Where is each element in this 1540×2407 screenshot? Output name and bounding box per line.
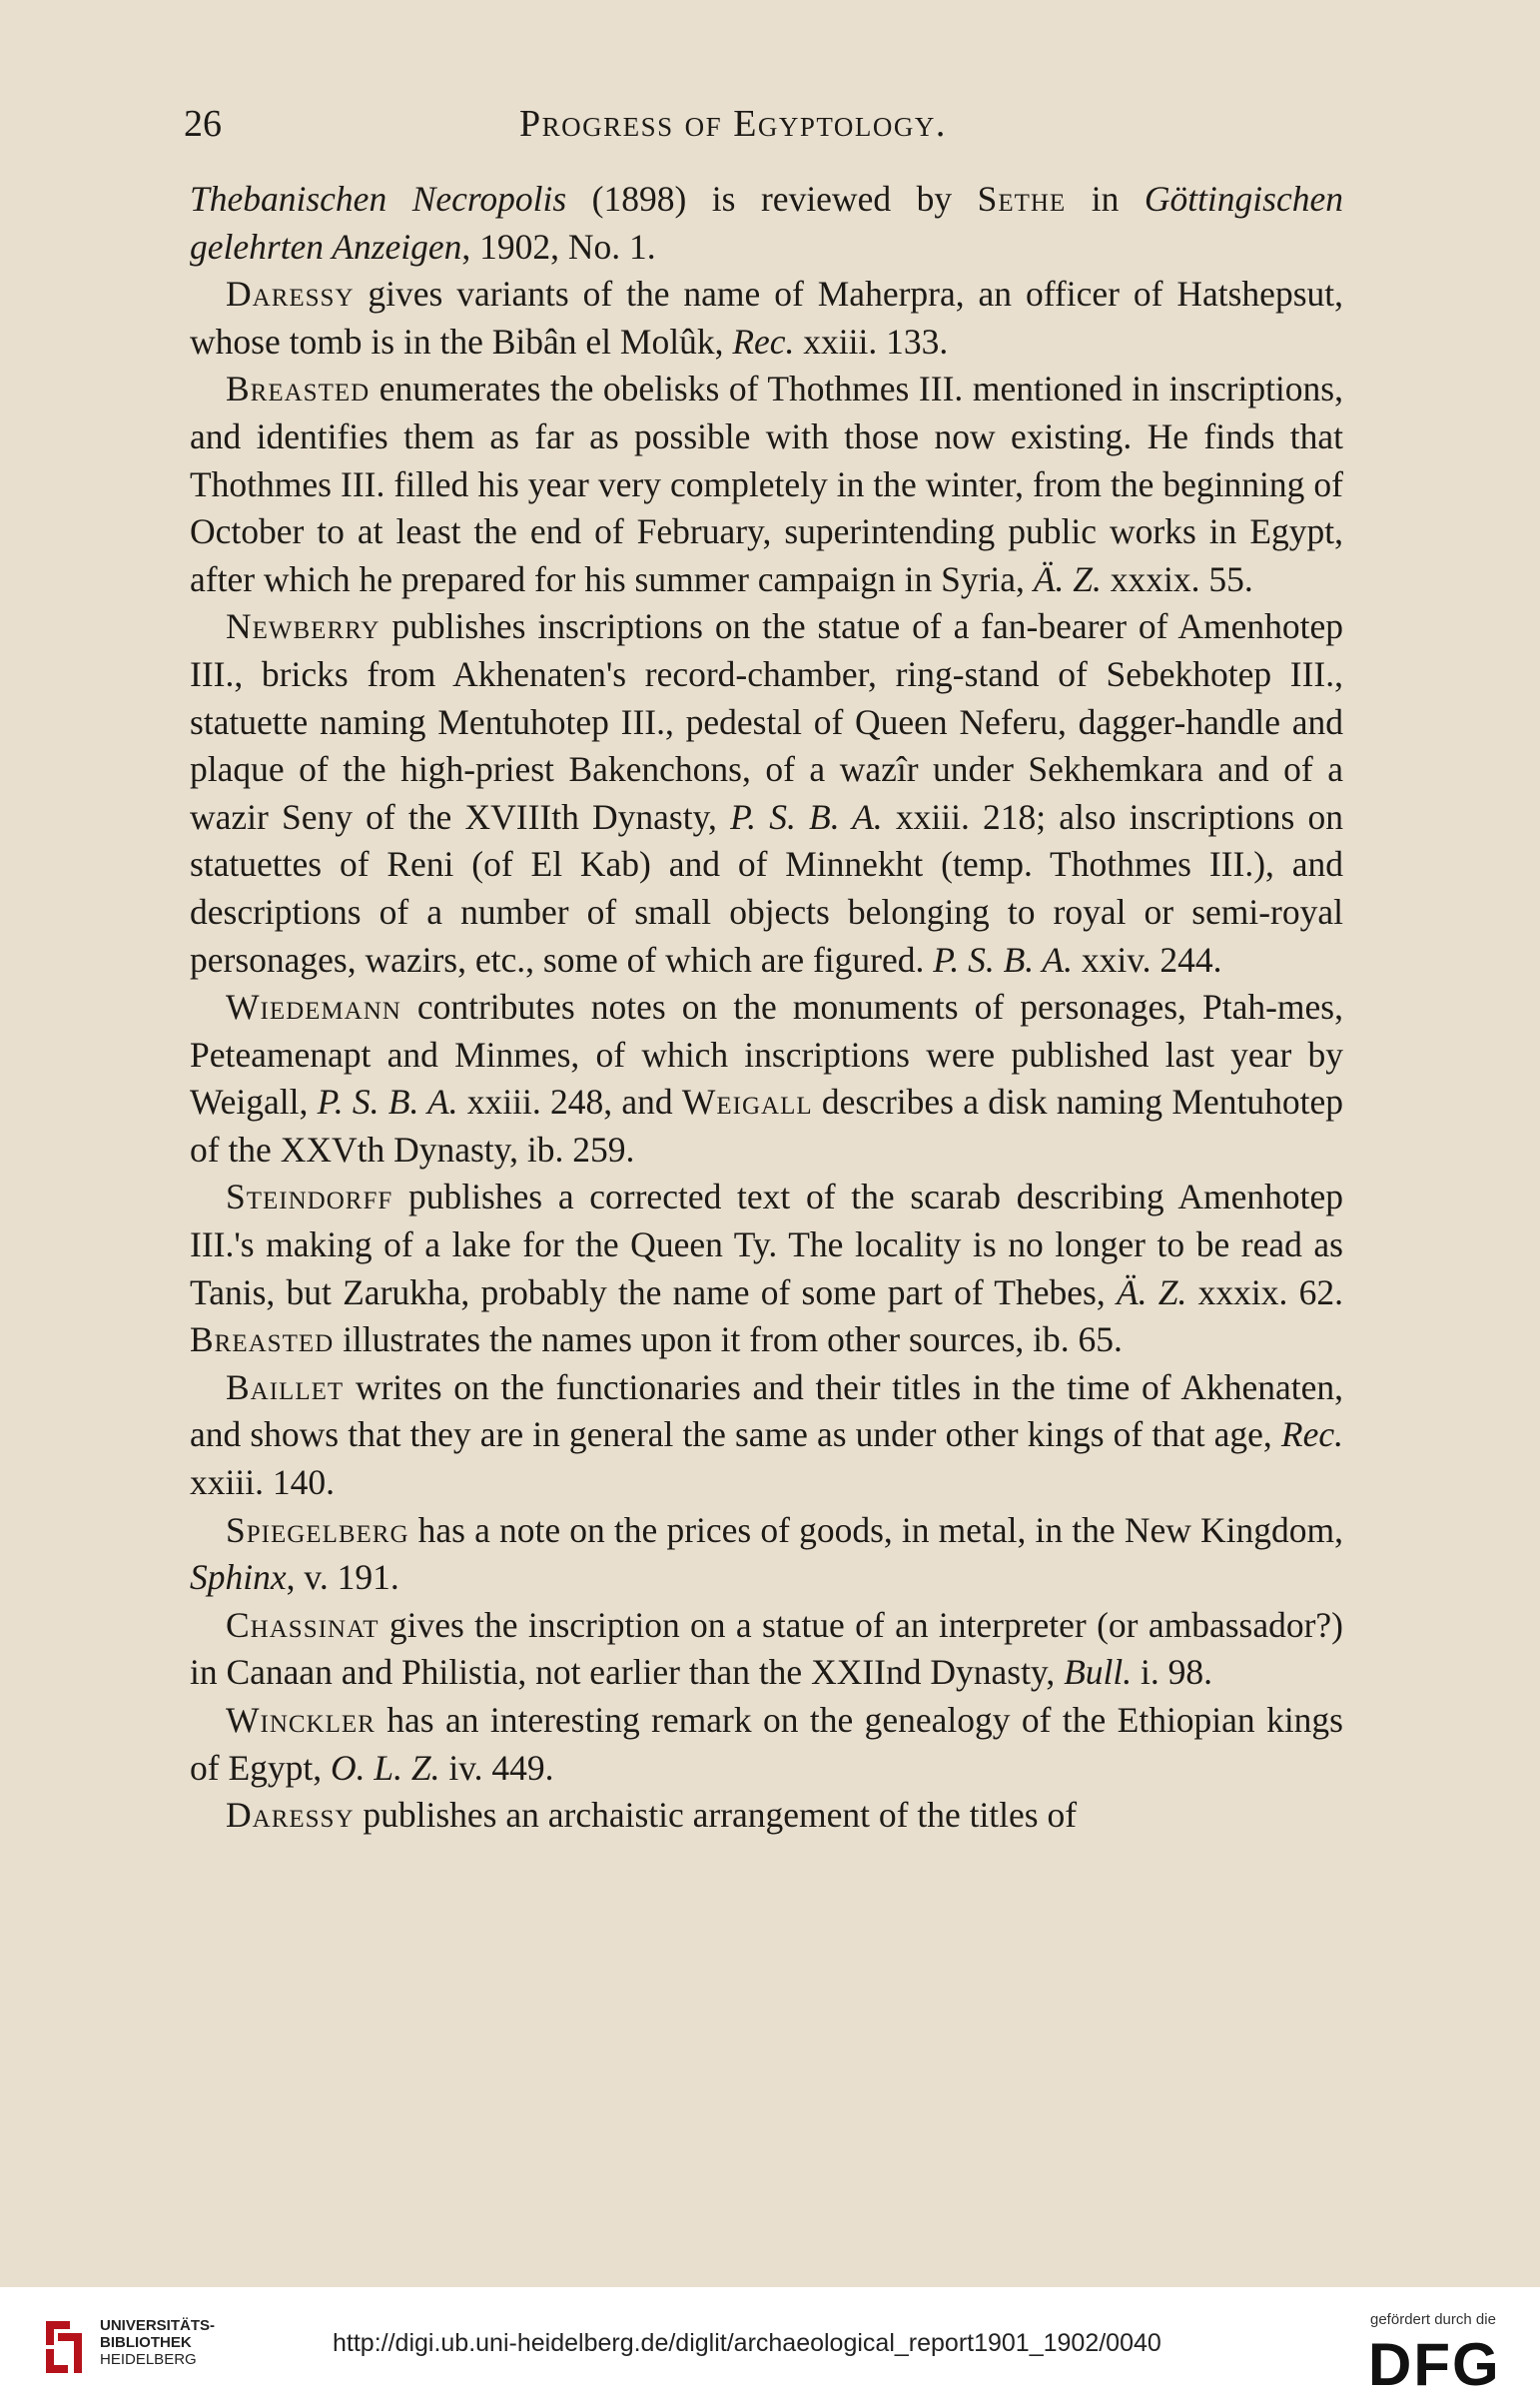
citation-title: Ä. Z.: [1116, 1271, 1187, 1312]
paragraph: [190, 603, 1343, 984]
text-run: publishes inscriptions on the statue of a fan-bearer of Amenhotep III., bricks from Akhenaten's record-chamber, ring-stand of Sebekhotep III., statuette naming Mentuhotep III., pedestal of Queen Neferu, dagger-handle and plaque of the high-priest Bakenchons, of a wazîr under Sekhemkara and of a wazir Seny of the XVIIIth Dynasty,: [190, 606, 1343, 837]
author-name: Chassinat: [226, 1604, 380, 1645]
citation-title: Rec.: [732, 321, 795, 362]
library-line-2: BIBLIOTHEK: [100, 2334, 192, 2351]
page-number: 26: [184, 103, 222, 145]
text-run: has an interesting remark on the genealogy of the Ethiopian kings of Egypt,: [190, 1700, 1343, 1788]
dfg-logo-icon[interactable]: DFG: [1368, 2331, 1501, 2398]
running-head: Progress of Egyptology.: [519, 103, 947, 145]
citation-title: Bull.: [1064, 1652, 1133, 1693]
author-name: Steindorff: [226, 1177, 393, 1217]
text-run: , 1902, No. 1.: [461, 226, 656, 267]
citation-title: Ä. Z.: [1033, 558, 1102, 599]
author-name: Wiedemann: [226, 987, 401, 1028]
funding-caption: gefördert durch die: [1370, 2311, 1496, 2328]
text-run: writes on the functionaries and their titles in the time of Akhenaten, and shows that they are in general the same as under other kings of that age,: [190, 1366, 1343, 1455]
text-run: contributes notes on the monuments of personages, Ptah-mes, Peteamenapt and Minmes, of which inscriptions were published last year by Weigall,: [190, 987, 1343, 1123]
library-line-3: HEIDELBERG: [100, 2351, 197, 2368]
paragraph: [190, 1602, 1343, 1697]
text-run: illustrates the names upon it from other sources, ib. 65.: [334, 1319, 1123, 1360]
paragraph: [190, 984, 1343, 1174]
text-run: in: [1066, 179, 1145, 219]
author-name: Winckler: [226, 1700, 376, 1740]
author-name: Daressy: [226, 274, 355, 315]
author-name: Daressy: [226, 1795, 355, 1836]
author-name: Newberry: [226, 606, 381, 647]
paragraph: [190, 271, 1343, 366]
text-run: xxiii. 248, and: [457, 1082, 682, 1123]
text-run: xxxix. 62.: [1186, 1271, 1343, 1312]
author-name: Spiegelberg: [226, 1509, 409, 1550]
library-line-1: UNIVERSITÄTS-: [100, 2317, 216, 2334]
text-run: xxiv. 244.: [1072, 939, 1222, 980]
text-run: gives the inscription on a statue of an interpreter (or ambassador?) in Canaan and Philistia, not earlier than the XXIInd Dynasty,: [190, 1604, 1343, 1693]
text-run: publishes an archaistic arrangement of the titles of: [354, 1795, 1078, 1836]
footer-bar: [0, 2287, 1540, 2407]
paragraph: [190, 1174, 1343, 1363]
citation-title: O. L. Z.: [331, 1747, 440, 1788]
text-run: describes a disk naming Mentuhotep of the XXVth Dynasty, ib. 259.: [190, 1082, 1343, 1170]
text-run: (1898) is reviewed by: [566, 179, 978, 219]
paragraph: [190, 1507, 1343, 1602]
text-run: has a note on the prices of goods, in metal, in the New Kingdom,: [408, 1509, 1343, 1550]
author-name: Weigall: [681, 1082, 813, 1123]
text-run: xxiii. 218; also inscriptions on statuettes of Reni (of El Kab) and of Minnekht (temp. Thothmes III.), and descriptions of a number of small objects belonging to royal or semi-royal personages, wazirs, etc., some of which are figured.: [190, 796, 1343, 980]
citation-title: P. S. B. A.: [317, 1082, 458, 1123]
paragraph: [190, 176, 1343, 271]
text-run: , v. 191.: [286, 1557, 399, 1598]
permalink-url[interactable]: http://digi.ub.uni-heidelberg.de/diglit/archaeological_report1901_1902/0040: [333, 2329, 1161, 2357]
author-name: Breasted: [190, 1319, 335, 1360]
text-run: iv. 449.: [439, 1747, 554, 1788]
author-name: Baillet: [226, 1366, 345, 1407]
text-run: enumerates the obelisks of Thothmes III. mentioned in inscriptions, and identifies them as far as possible with those now existing. He finds that Thothmes III. filled his year very completely in the winter, from the beginning of October to at least the end of February, superintending public works in Egypt, after which he prepared for his summer campaign in Syria,: [190, 369, 1343, 599]
citation-title: Göttingischen gelehrten Anzeigen: [190, 179, 1343, 267]
text-run: xxiii. 133.: [794, 321, 949, 362]
text-run: publishes a corrected text of the scarab describing Amenhotep III.'s making of a lake for the Queen Ty. The locality is no longer to be read as Tanis, but Zarukha, probably the name of some part of Thebes,: [190, 1177, 1343, 1312]
citation-title: P. S. B. A.: [730, 796, 883, 837]
paragraph: [190, 366, 1343, 603]
body-text: [190, 176, 1343, 1840]
citation-title: Sphinx: [190, 1557, 287, 1598]
author-name: Breasted: [226, 369, 371, 409]
text-run: xxiii. 140.: [190, 1462, 335, 1503]
text-run: gives variants of the name of Maherpra, an officer of Hatshepsut, whose tomb is in the Bibân el Molûk,: [190, 274, 1343, 362]
page-header: [0, 102, 1540, 152]
text-run: xxxix. 55.: [1101, 558, 1253, 599]
citation-title: Thebanischen Necropolis: [190, 179, 567, 219]
author-name: Sethe: [977, 179, 1067, 219]
ub-heidelberg-logo-icon[interactable]: [40, 2315, 88, 2379]
paragraph: [190, 1792, 1343, 1840]
citation-title: Rec.: [1280, 1414, 1343, 1455]
library-name[interactable]: [100, 2317, 215, 2368]
citation-title: P. S. B. A.: [933, 939, 1073, 980]
paragraph: [190, 1697, 1343, 1792]
paragraph: [190, 1364, 1343, 1507]
text-run: i. 98.: [1132, 1652, 1213, 1693]
